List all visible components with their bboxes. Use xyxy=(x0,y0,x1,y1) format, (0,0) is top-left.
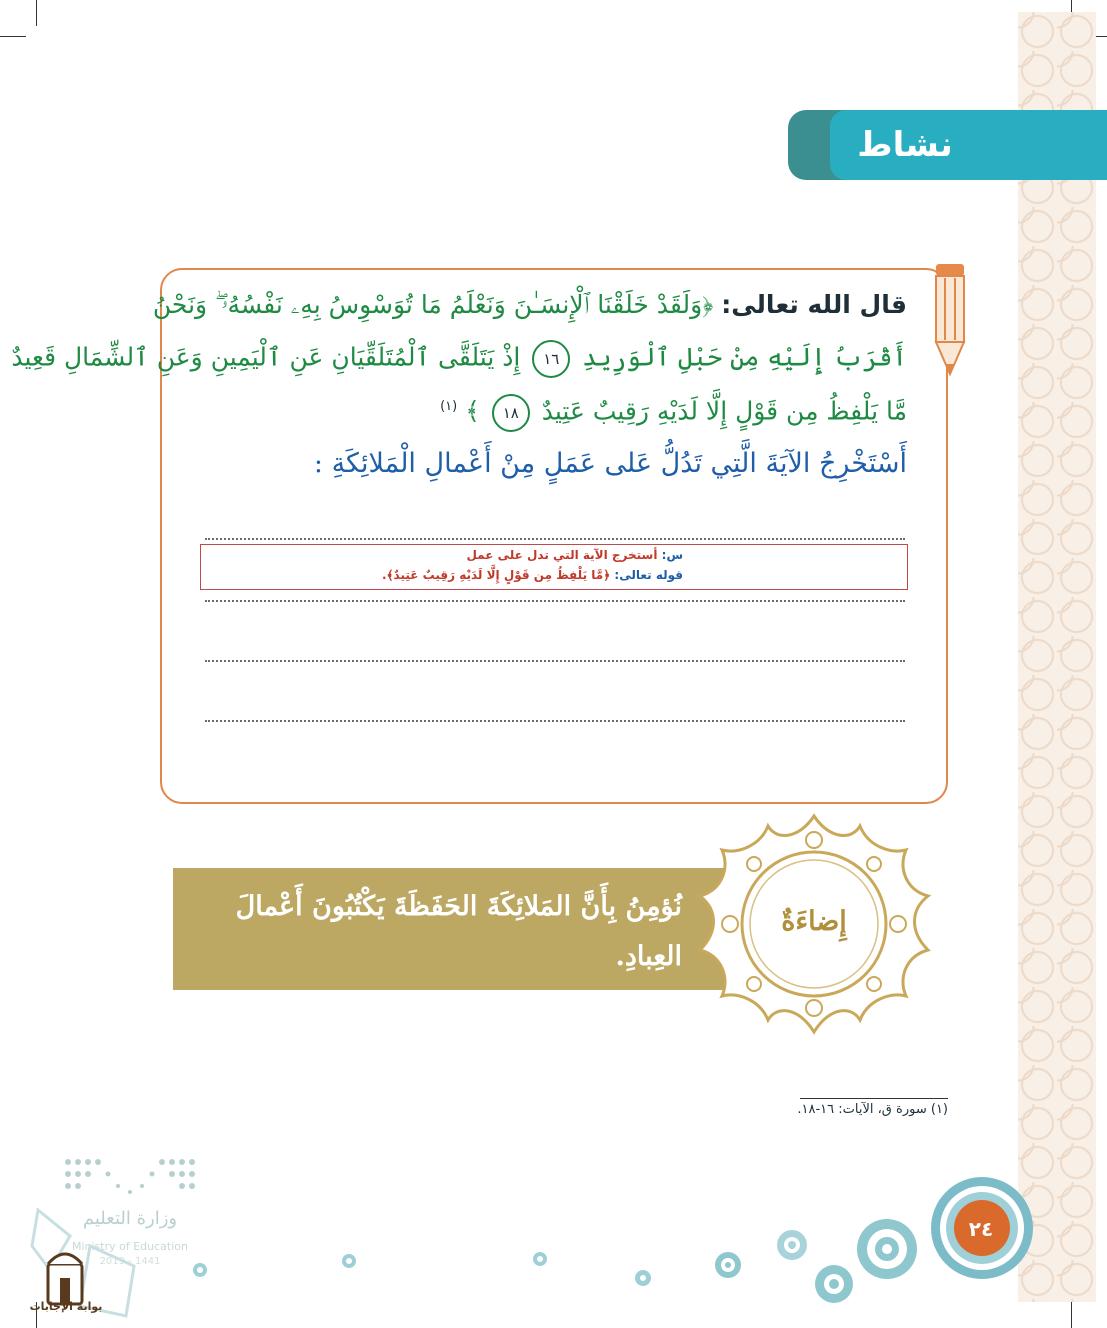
crop-mark xyxy=(36,0,37,26)
answer-line xyxy=(205,720,905,722)
activity-question: أَسْتَخْرِجُ الآيَةَ الَّتِي تَدُلُّ عَلى عَمَلٍ مِنْ أَعْمالِ الْمَلائِكَةِ : xyxy=(313,448,907,479)
verse-line-3 xyxy=(440,394,907,432)
answer-line xyxy=(205,538,905,540)
footnote: (١) سورة ق، الآيات: ١٦-١٨. xyxy=(797,1102,948,1117)
verse-text: إِذْ يَتَلَقَّى ٱلْمُتَلَقِّيَانِ عَنِ ٱلْيَمِينِ وَعَنِ ٱلشِّمَالِ قَعِيدٌ xyxy=(11,342,521,372)
answer-prefix: قوله تعالى: xyxy=(614,568,683,582)
answer-line xyxy=(205,660,905,662)
pencil-icon xyxy=(932,262,968,382)
crop-mark xyxy=(0,36,26,37)
flower-ornament-icon xyxy=(714,1251,742,1279)
crop-mark xyxy=(1071,1302,1072,1328)
ayah-number-18: ١٨ xyxy=(492,394,530,432)
footnote-reference: (١) xyxy=(440,399,458,415)
ministry-year: 2019 - 1441 xyxy=(99,1256,161,1267)
verse-text: ﴿وَلَقَدْ خَلَقْنَا ٱلْإِنسَـٰنَ وَنَعْلَمُ مَا تُوَسْوِسُ بِهِۦ نَفْسُهُۥ ۖ وَنَحْنُ xyxy=(152,290,714,319)
flower-ornament-icon xyxy=(776,1229,808,1261)
footnote-divider xyxy=(800,1098,948,1099)
flower-ornament-icon xyxy=(814,1264,854,1304)
verse-line-1 xyxy=(153,290,907,320)
answer-text: ﴿مَّا يَلْفِظُ مِن قَوْلٍ إِلَّا لَدَيْهِ رَقِيبٌ عَتِيدٌ﴾. xyxy=(381,568,611,582)
answer-question-line xyxy=(466,548,683,562)
decorative-border-strip xyxy=(1018,12,1096,1302)
verse-intro: قال الله تعالى: xyxy=(721,290,907,319)
flower-ornament-icon xyxy=(341,1253,357,1269)
verse-text: مَّا يَلْفِظُ مِن قَوْلٍ إِلَّا لَدَيْهِ رَقِيبٌ عَتِيدٌ xyxy=(541,396,907,426)
illumination-text: نُؤمِنُ بِأَنَّ المَلائِكَةَ الحَفَظَةَ يَكْتُبُونَ أَعْمالَ العِبادِ. xyxy=(235,891,682,972)
verse-close: ﴾ xyxy=(465,396,480,426)
answer-line xyxy=(205,600,905,602)
verse-line-2 xyxy=(0,340,907,378)
flower-ornament-icon xyxy=(532,1251,548,1267)
activity-tab-label: نشاط xyxy=(857,125,953,165)
illumination-label: إِضاءَةٌ xyxy=(781,906,847,937)
ministry-name-arabic: وزارة التعليم xyxy=(82,1208,178,1229)
ayah-number-16: ١٦ xyxy=(532,340,570,378)
ministry-logo-icon xyxy=(62,1156,198,1196)
flower-ornament-icon xyxy=(856,1218,918,1280)
flower-ornament-icon xyxy=(634,1269,652,1287)
portal-watermark-label: بوابة الإجابات xyxy=(29,1300,103,1313)
answer-question-prefix: س: xyxy=(661,548,683,562)
verse-text: أَقْرَبُ إِلَيْهِ مِنْ حَبْلِ ٱلْوَرِيدِ xyxy=(582,342,907,372)
ministry-name-english: Ministry of Education xyxy=(71,1240,188,1253)
answer-text-line xyxy=(382,568,683,582)
answer-question-text: أستخرج الآية التي تدل على عمل xyxy=(466,548,658,562)
page-number: ٢٤ xyxy=(968,1217,994,1241)
